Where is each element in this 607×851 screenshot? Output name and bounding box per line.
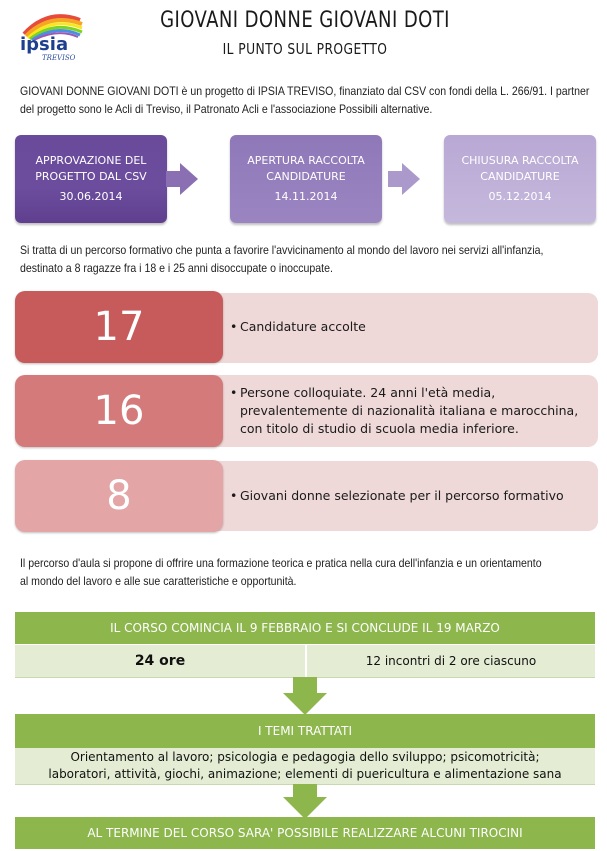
- timeline-label: APPROVAZIONE DEL: [35, 154, 147, 167]
- timeline-step-closing: [444, 135, 596, 223]
- arrow-right-icon: [402, 163, 420, 195]
- timeline-label: CANDIDATURE: [266, 170, 346, 183]
- arrow-right-icon: [180, 163, 198, 195]
- course-dates-banner: IL CORSO COMINCIA IL 9 FEBBRAIO E SI CONCLUDE IL 19 MARZO: [15, 612, 595, 644]
- arrow-down-icon: [293, 677, 317, 693]
- internship-banner: AL TERMINE DEL CORSO SARA' POSSIBILE REALIZZARE ALCUNI TIROCINI: [15, 817, 595, 849]
- ipsia-logo: [18, 6, 88, 64]
- stat-number: 16: [15, 375, 223, 447]
- logo-text: ipsia: [20, 34, 69, 55]
- intro-line: del progetto sono le Acli di Treviso, il Patronato Acli e l'associazione Possibili alternative.: [20, 102, 433, 116]
- timeline-step-opening: [230, 135, 382, 223]
- intro-paragraph: [20, 82, 601, 118]
- course-paragraph: [20, 554, 601, 590]
- stat-text: Candidature accolte: [240, 319, 366, 334]
- timeline-label: CHIUSURA RACCOLTA: [461, 154, 579, 167]
- arrow-down-icon: [283, 797, 327, 819]
- page-subtitle: IL PUNTO SUL PROGETTO: [222, 40, 388, 58]
- timeline-label: PROGETTO DAL CSV: [35, 170, 147, 183]
- arrow-down-icon: [283, 693, 327, 715]
- timeline-date: 14.11.2014: [274, 190, 338, 203]
- stat-number: 8: [15, 460, 223, 532]
- stat-text: Persone colloquiate. 24 anni l'età media, prevalentemente di nazionalità italiana e marocchina, con titolo di studio di scuola media inferiore.: [240, 385, 579, 436]
- page-title: GIOVANI DONNE GIOVANI DOTI: [160, 8, 450, 33]
- bullet: •: [230, 319, 238, 334]
- stat-description: [230, 291, 600, 363]
- description-line: destinato a 8 ragazze fra i 18 e i 25 anni disoccupate o inoccupate.: [20, 261, 333, 275]
- course-meetings: 12 incontri di 2 ore ciascuno: [307, 645, 595, 678]
- topics-list: [15, 748, 595, 785]
- topics-line: laboratori, attività, giochi, animazione; elementi di puericultura e alimentazione sana: [48, 767, 562, 781]
- topics-banner: I TEMI TRATTATI: [15, 714, 595, 748]
- stat-description: [230, 375, 600, 447]
- stat-text: Giovani donne selezionate per il percorso formativo: [240, 488, 564, 503]
- bullet: •: [230, 385, 238, 400]
- course-line: Il percorso d'aula si propone di offrire una formazione teorica e pratica nella cura dell'infanzia e un orientamento: [20, 556, 542, 570]
- logo-subtext: TREVISO: [42, 54, 76, 62]
- course-line: al mondo del lavoro e alle sue caratteristiche e opportunità.: [20, 574, 297, 588]
- arrow-down-icon: [293, 784, 317, 797]
- intro-line: GIOVANI DONNE GIOVANI DOTI è un progetto di IPSIA TREVISO, finanziato dal CSV con fondi della L. 266/91. I partner: [20, 84, 590, 98]
- stat-number: 17: [15, 291, 223, 363]
- timeline-label: CANDIDATURE: [480, 170, 560, 183]
- course-hours: 24 ore: [15, 645, 305, 678]
- timeline-date: 30.06.2014: [59, 190, 123, 203]
- stat-description: [230, 460, 600, 532]
- topics-line: Orientamento al lavoro; psicologia e pedagogia dello sviluppo; psicomotricità;: [70, 750, 540, 764]
- description-paragraph: [20, 241, 601, 277]
- timeline-step-approval: [15, 135, 167, 223]
- description-line: Si tratta di un percorso formativo che punta a favorire l'avvicinamento al mondo del lavoro nei servizi all'infanzia,: [20, 243, 544, 257]
- timeline-label: APERTURA RACCOLTA: [247, 154, 365, 167]
- bullet: •: [230, 488, 238, 503]
- timeline-date: 05.12.2014: [488, 190, 552, 203]
